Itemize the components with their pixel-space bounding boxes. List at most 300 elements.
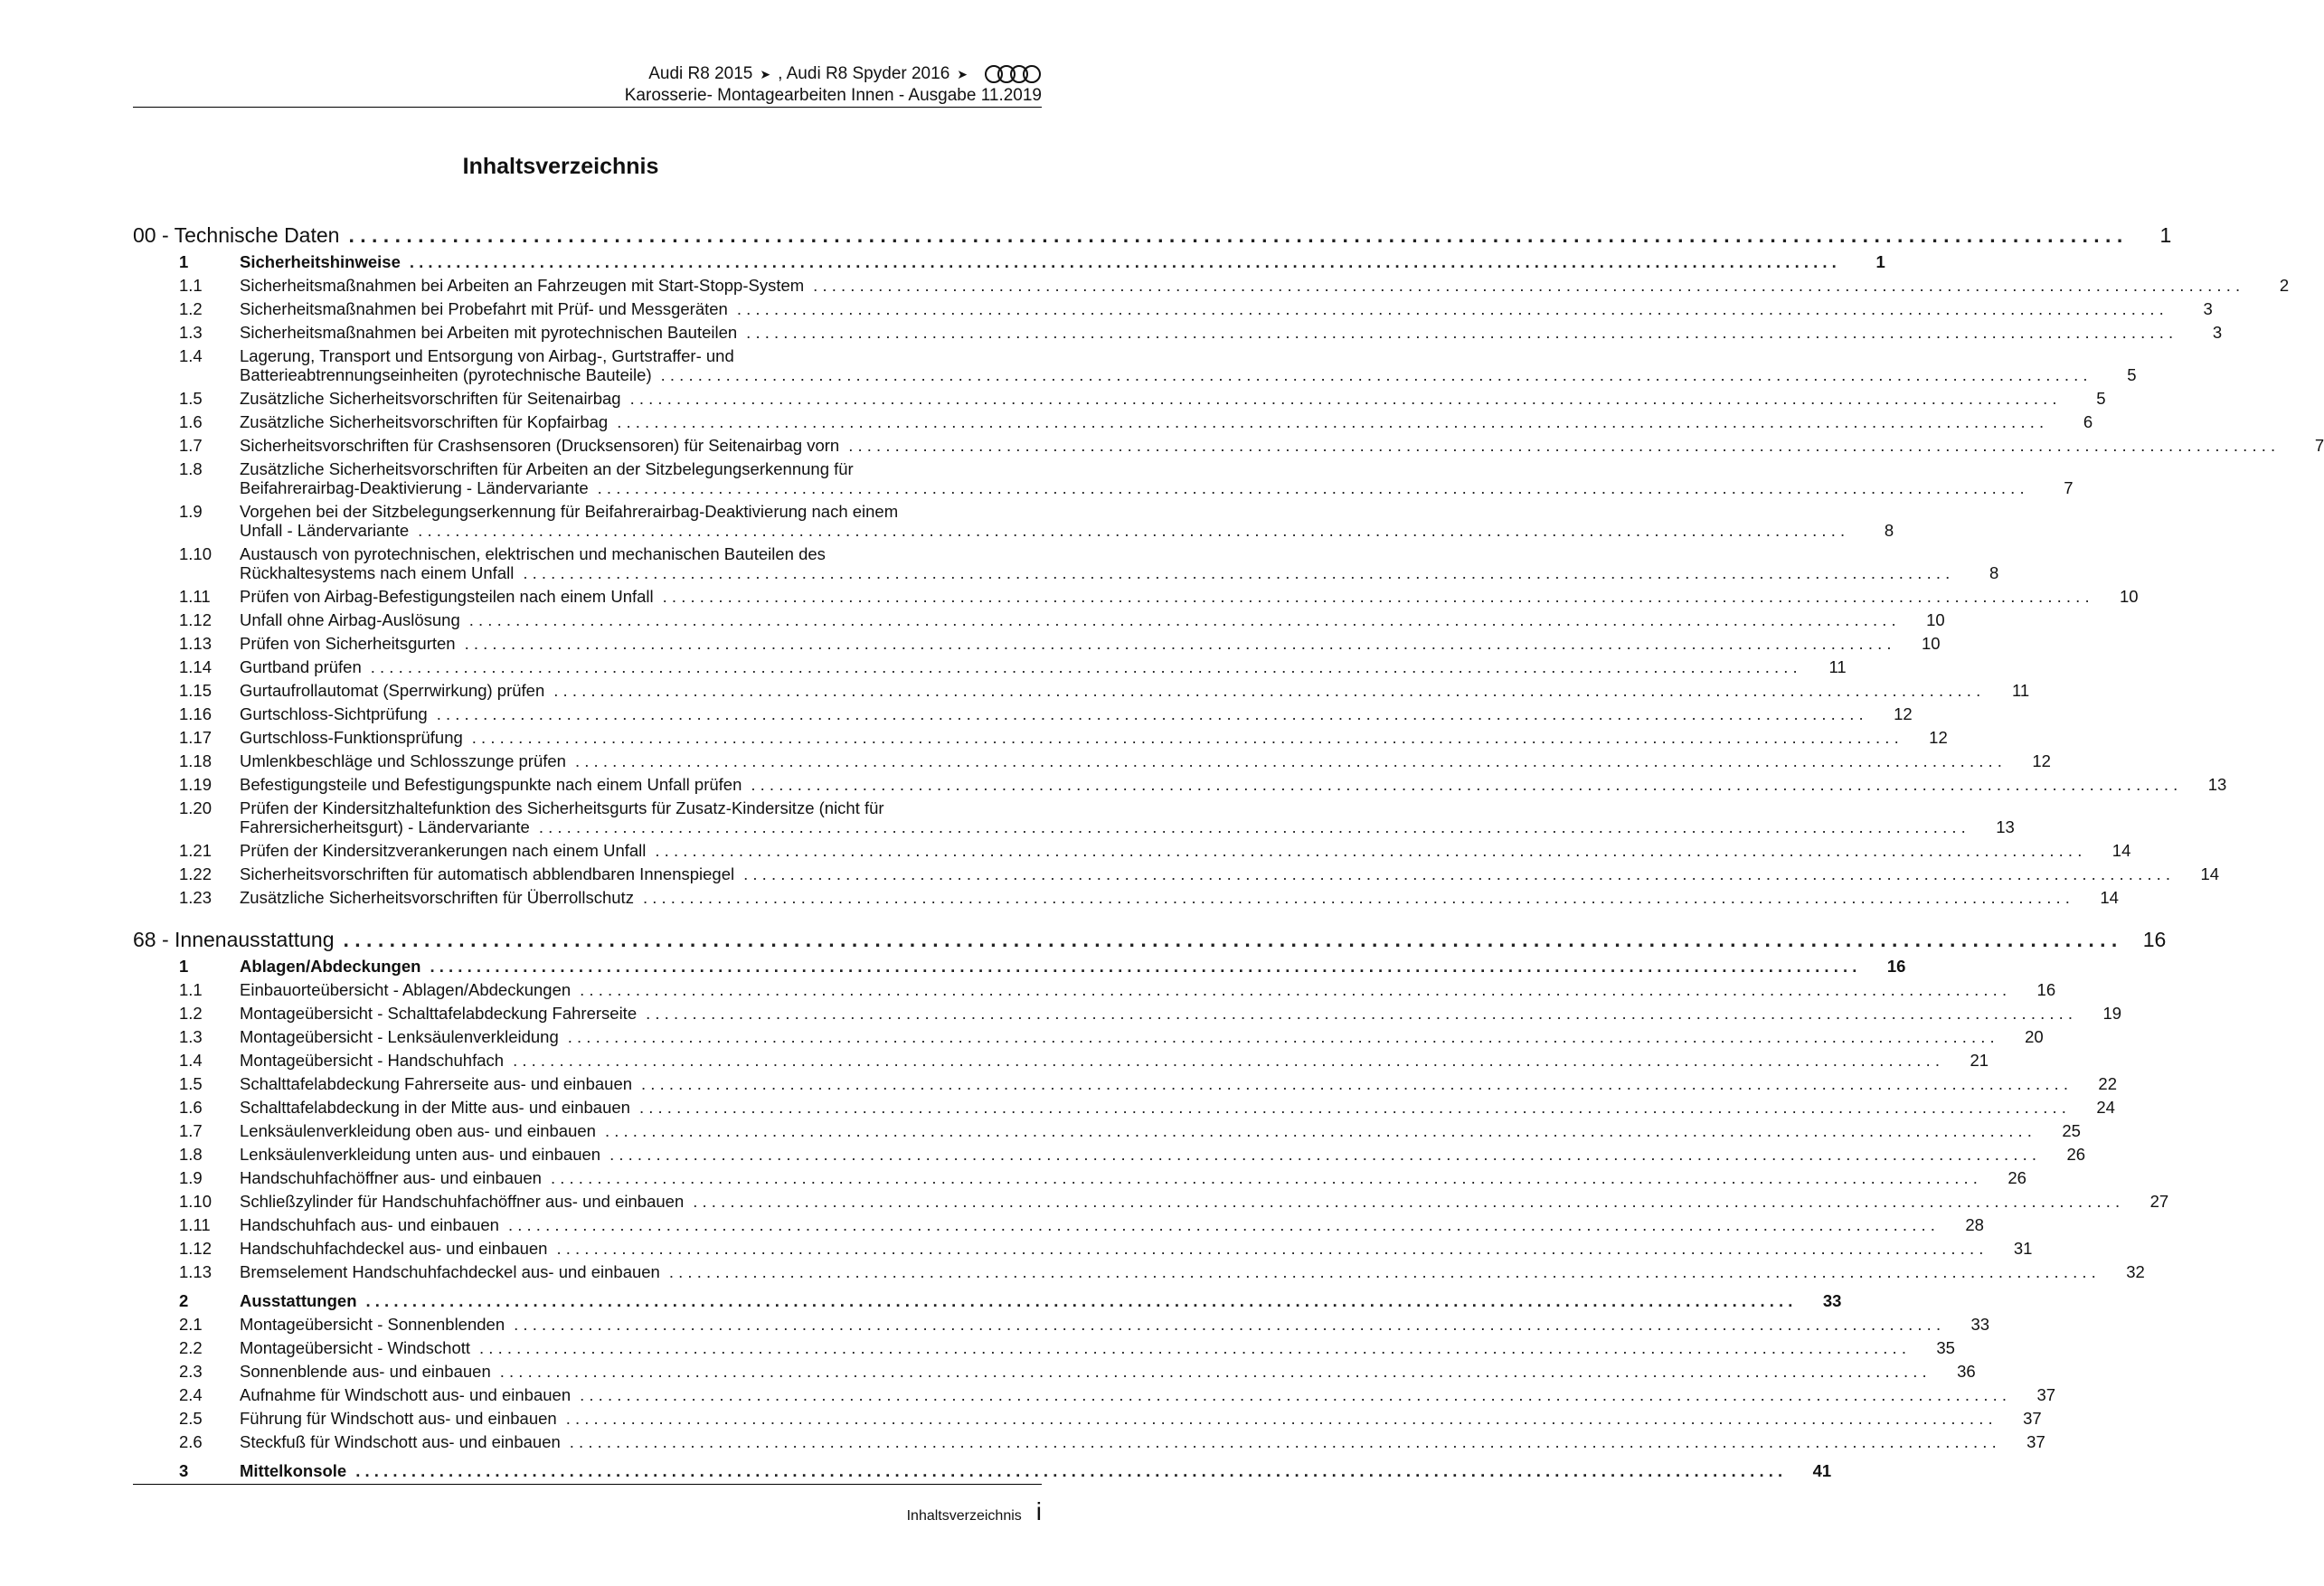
section-title-block	[240, 459, 2037, 497]
section-number: 1.11	[179, 587, 211, 606]
audi-rings-logo	[984, 63, 1042, 85]
dot-leader	[566, 1409, 1993, 1428]
table-of-contents	[133, 218, 2324, 1483]
section-title-last-line	[240, 1291, 1805, 1310]
section-title-last-line	[240, 657, 1810, 676]
section-number: 1.15	[179, 681, 213, 700]
section-title-block	[240, 502, 1857, 540]
section-number: 1.2	[179, 1004, 203, 1023]
header-subtitle: Karosserie- Montagearbeiten Innen - Ausgabe 11.2019	[624, 86, 1042, 105]
dot-leader	[580, 980, 2007, 999]
toc-section-entry[interactable]	[133, 656, 1847, 679]
section-page-number: 11	[2012, 681, 2030, 700]
section-title-line: Prüfen der Kindersitzverankerungen nach einem Unfall	[240, 841, 647, 860]
section-title-block	[240, 1291, 1805, 1310]
dot-leader	[469, 610, 1896, 629]
section-page-number: 13	[1996, 817, 2015, 836]
section-title-last-line	[240, 252, 1849, 271]
section-title-line: Umlenkbeschläge und Schlosszunge prüfen	[240, 751, 566, 770]
section-title-line: Schließzylinder für Handschuhfachöffner aus- und einbauen	[240, 1192, 685, 1211]
section-number: 3	[179, 1461, 189, 1480]
toc-section-entry[interactable]	[133, 1166, 2026, 1190]
section-title-last-line	[240, 563, 1962, 582]
section-page-number: 20	[2025, 1027, 2044, 1046]
toc-section-entry[interactable]	[133, 886, 2119, 910]
footer-label: Inhaltsverzeichnis	[906, 1508, 1022, 1524]
section-title-block	[240, 798, 1979, 836]
section-title-line: Schalttafelabdeckung in der Mitte aus- und einbauen	[240, 1098, 630, 1117]
section-title-line: Aufnahme für Windschott aus- und einbauen	[240, 1385, 572, 1404]
section-title-last-line	[240, 1315, 1953, 1334]
section-page-number: 10	[2120, 587, 2139, 606]
dot-leader	[500, 1362, 1927, 1381]
section-number: 1.1	[179, 980, 203, 999]
section-title-block	[240, 841, 2094, 860]
section-number: 1.8	[179, 459, 203, 478]
toc-section-entry[interactable]	[133, 1119, 2081, 1143]
toc-section-entry[interactable]	[133, 1190, 2169, 1213]
section-title-line: Prüfen der Kindersitzhaltefunktion des Sicherheitsgurts für Zusatz-Kindersitze (nicht für	[240, 798, 884, 817]
section-title-last-line	[240, 587, 2102, 606]
section-title-last-line	[240, 610, 1909, 629]
dot-leader	[663, 587, 2090, 606]
section-page-number: 11	[1828, 657, 1847, 676]
page-title: Inhaltsverzeichnis	[462, 154, 659, 179]
toc-section-entry[interactable]	[133, 1025, 2044, 1049]
toc-section-entry[interactable]	[133, 297, 2213, 321]
toc-section-entry[interactable]	[133, 679, 2030, 703]
toc-section-entry[interactable]	[133, 345, 2137, 387]
section-title-line: Mittelkonsole	[240, 1461, 347, 1480]
section-number: 2	[179, 1291, 189, 1310]
section-page-number: 19	[2102, 1004, 2122, 1023]
section-title-line: Prüfen von Airbag-Befestigungsteilen nach einem Unfall	[240, 587, 654, 606]
dot-leader	[568, 1027, 1995, 1046]
section-title-line: Gurtaufrollautomat (Sperrwirkung) prüfen	[240, 681, 545, 700]
section-title-line: Montageübersicht - Schalttafelabdeckung Fahrerseite	[240, 1004, 638, 1023]
dot-leader	[693, 1192, 2120, 1211]
section-title-block	[240, 1168, 1990, 1187]
section-title-last-line	[240, 436, 2288, 455]
toc-section-entry[interactable]	[133, 1072, 2117, 1096]
section-title-block	[240, 610, 1909, 629]
section-page-number: 27	[2149, 1192, 2169, 1211]
section-number: 1.9	[179, 502, 203, 521]
section-number: 1.11	[179, 1215, 211, 1234]
section-number: 2.6	[179, 1432, 203, 1451]
dot-leader	[570, 1432, 1997, 1451]
section-title-line: Montageübersicht - Sonnenblenden	[240, 1315, 505, 1334]
section-title-line: Schalttafelabdeckung Fahrerseite aus- und einbauen	[240, 1074, 633, 1093]
section-page-number: 2	[2279, 276, 2290, 295]
section-page-number: 7	[2064, 478, 2074, 497]
section-title-last-line	[240, 751, 2015, 770]
dot-leader	[348, 220, 2122, 250]
section-title-block	[240, 1051, 1952, 1070]
section-title-last-line	[240, 478, 2037, 497]
section-number: 1.8	[179, 1145, 203, 1164]
toc-section-entry[interactable]	[133, 458, 2074, 500]
section-page-number: 37	[2036, 1385, 2056, 1404]
toc-section-entry[interactable]	[133, 797, 2015, 839]
section-title-block	[240, 1432, 2009, 1451]
footer-divider	[133, 1484, 1042, 1485]
section-page-number: 12	[1894, 704, 1913, 723]
toc-section-entry[interactable]	[133, 411, 2093, 434]
section-page-number: 31	[2013, 1239, 2033, 1258]
section-number: 2.1	[179, 1315, 203, 1334]
section-title-line: Austausch von pyrotechnischen, elektrischen und mechanischen Bauteilen des	[240, 544, 826, 563]
dot-leader	[410, 252, 1837, 271]
section-number: 2.5	[179, 1409, 203, 1428]
page-footer	[907, 1497, 1042, 1526]
dot-leader	[751, 775, 2178, 794]
toc-section-entry[interactable]	[133, 1260, 2145, 1284]
section-page-number: 28	[1965, 1215, 1984, 1234]
dot-leader	[813, 276, 2240, 295]
toc-section-entry[interactable]	[133, 434, 2324, 458]
section-page-number: 13	[2207, 775, 2227, 794]
section-title-block	[240, 1262, 2109, 1281]
dot-leader	[580, 1385, 2007, 1404]
section-number: 1.23	[179, 888, 213, 907]
section-title-line: Ausstattungen	[240, 1291, 357, 1310]
dot-leader	[743, 864, 2170, 883]
toc-section-entry[interactable]	[133, 726, 1948, 750]
chapter-gap	[133, 910, 1042, 922]
section-page-number: 8	[1884, 521, 1894, 540]
dot-leader	[609, 1145, 2036, 1164]
section-number: 1.1	[179, 276, 203, 295]
section-title-block	[240, 1315, 1953, 1334]
toc-section-entry[interactable]	[133, 1407, 2042, 1430]
section-title-block	[240, 436, 2288, 455]
dot-leader	[523, 563, 1950, 582]
section-title-last-line	[240, 1262, 2109, 1281]
section-page-number: 8	[1989, 563, 1999, 582]
document-header	[625, 63, 1042, 107]
section-number: 1.6	[179, 1098, 203, 1117]
dot-leader	[646, 1004, 2073, 1023]
toc-chapter-entry[interactable]	[133, 220, 2172, 250]
section-title-block	[240, 276, 2253, 295]
section-title-block	[240, 587, 2102, 606]
section-page-number: 21	[1970, 1051, 1989, 1070]
section-title-last-line	[240, 1432, 2009, 1451]
dot-leader	[641, 1074, 2068, 1093]
toc-section-entry[interactable]	[133, 978, 2056, 1002]
section-title-line: Prüfen von Sicherheitsgurten	[240, 634, 456, 653]
section-page-number: 5	[2096, 389, 2106, 408]
section-title-block	[240, 1461, 1795, 1480]
section-title-block	[240, 751, 2015, 770]
section-page-number: 3	[2212, 323, 2223, 342]
section-title-block	[240, 1362, 1940, 1381]
section-page-number: 37	[2026, 1432, 2045, 1451]
header-model-2: , Audi R8 Spyder 2016	[778, 64, 950, 83]
dot-leader	[418, 521, 1845, 540]
section-page-number: 37	[2023, 1409, 2042, 1428]
section-title-last-line	[240, 1385, 2019, 1404]
section-number: 1.4	[179, 1051, 203, 1070]
section-title-line: Vorgehen bei der Sitzbelegungserkennung für Beifahrerairbag-Deaktivierung nach einem	[240, 502, 899, 521]
header-divider	[133, 107, 1042, 108]
section-title-last-line	[240, 634, 1904, 653]
section-title-line: Montageübersicht - Lenksäulenverkleidung	[240, 1027, 559, 1046]
section-number: 1.5	[179, 1074, 203, 1093]
dot-leader	[639, 1098, 2066, 1117]
toc-section-entry[interactable]	[133, 839, 2131, 863]
section-title-last-line	[240, 864, 2183, 883]
section-title-block	[240, 252, 1849, 271]
section-number: 2.2	[179, 1338, 203, 1357]
section-title-line: Sicherheitsmaßnahmen bei Probefahrt mit Prüf- und Messgeräten	[240, 299, 728, 318]
section-title-line: Bremselement Handschuhfachdeckel aus- und einbauen	[240, 1262, 660, 1281]
section-title-line: Sicherheitsmaßnahmen bei Arbeiten mit pyrotechnischen Bauteilen	[240, 323, 738, 342]
section-page-number: 36	[1957, 1362, 1976, 1381]
toc-section-entry[interactable]	[133, 1237, 2033, 1260]
dot-leader	[465, 634, 1892, 653]
toc-section-entry[interactable]	[133, 703, 1913, 726]
dot-leader	[472, 728, 1899, 747]
section-title-last-line	[240, 365, 2101, 384]
section-title-last-line	[240, 957, 1869, 976]
section-title-last-line	[240, 888, 2083, 907]
toc-section-entry[interactable]	[133, 387, 2106, 411]
toc-section-entry[interactable]	[133, 1313, 1990, 1336]
toc-section-entry[interactable]	[133, 609, 1945, 632]
section-title-block	[240, 544, 1962, 582]
toc-section-entry[interactable]	[133, 1336, 1955, 1360]
dot-leader	[661, 365, 2088, 384]
section-title-last-line	[240, 521, 1857, 540]
section-page-number: 14	[2111, 841, 2131, 860]
section-page-number: 33	[1970, 1315, 1990, 1334]
toc-section-entry[interactable]	[133, 1143, 2086, 1166]
toc-section-entry[interactable]	[133, 274, 2290, 297]
section-title-block	[240, 299, 2177, 318]
toc-section-entry[interactable]	[133, 955, 1906, 978]
section-title-line: Sicherheitsvorschriften für automatisch abblendbaren Innenspiegel	[240, 864, 735, 883]
toc-section-entry[interactable]	[133, 1002, 2122, 1025]
section-page-number: 12	[1929, 728, 1948, 747]
section-title-last-line	[240, 1051, 1952, 1070]
section-number: 1.10	[179, 544, 213, 563]
toc-section-entry[interactable]	[133, 250, 1885, 274]
section-title-block	[240, 888, 2083, 907]
toc-section-entry[interactable]	[133, 1213, 1984, 1237]
section-title-block	[240, 1215, 1948, 1234]
section-title-line: Handschuhfachdeckel aus- und einbauen	[240, 1239, 548, 1258]
dot-leader	[605, 1121, 2032, 1140]
section-title-last-line	[240, 1004, 2085, 1023]
section-page-number: 10	[1926, 610, 1945, 629]
dot-leader	[479, 1338, 1906, 1357]
section-page-number: 12	[2032, 751, 2051, 770]
section-title-last-line	[240, 1074, 2081, 1093]
dot-leader	[737, 299, 2164, 318]
section-title-line: Gurtschloss-Sichtprüfung	[240, 704, 428, 723]
toc-section-entry[interactable]	[133, 1459, 1832, 1483]
section-page-number: 24	[2096, 1098, 2115, 1117]
section-title-block	[240, 1004, 2085, 1023]
section-number: 1.7	[179, 436, 203, 455]
dot-leader	[437, 704, 1864, 723]
section-title-block	[240, 657, 1810, 676]
dot-leader	[575, 751, 2002, 770]
section-title-line: Befestigungsteile und Befestigungspunkte nach einem Unfall prüfen	[240, 775, 742, 794]
section-page-number: 10	[1921, 634, 1941, 653]
dot-leader	[513, 1051, 1940, 1070]
section-title-block	[240, 1192, 2132, 1211]
toc-section-entry[interactable]	[133, 1360, 1976, 1383]
section-title-line: Einbauorteübersicht - Ablagen/Abdeckungen	[240, 980, 572, 999]
section-number: 1.4	[179, 346, 203, 365]
dot-leader	[553, 681, 1980, 700]
section-title-block	[240, 1098, 2079, 1117]
dot-leader	[655, 841, 2082, 860]
section-title-block	[240, 864, 2183, 883]
section-title-block	[240, 681, 1993, 700]
section-number: 1.6	[179, 412, 203, 431]
section-title-block	[240, 634, 1904, 653]
section-title-block	[240, 728, 1912, 747]
dot-leader	[643, 888, 2070, 907]
dot-leader	[344, 924, 2118, 955]
section-title-line: Lenksäulenverkleidung unten aus- und einbauen	[240, 1145, 601, 1164]
section-number: 1.16	[179, 704, 213, 723]
section-title-line: Fahrersicherheitsgurt) - Ländervariante	[240, 817, 530, 836]
toc-section-entry[interactable]	[133, 1430, 2045, 1454]
toc-section-entry[interactable]	[133, 773, 2227, 797]
section-page-number: 14	[2100, 888, 2119, 907]
toc-section-entry[interactable]	[133, 543, 1999, 585]
dot-leader	[630, 389, 2057, 408]
section-title-last-line	[240, 389, 2070, 408]
section-page-number: 7	[2314, 436, 2324, 455]
section-title-last-line	[240, 1098, 2079, 1117]
section-title-line: Lagerung, Transport und Entsorgung von Airbag-, Gurtstraffer- und	[240, 346, 734, 365]
section-page-number: 6	[2083, 412, 2093, 431]
section-title-line: Montageübersicht - Windschott	[240, 1338, 471, 1357]
section-title-block	[240, 389, 2070, 408]
toc-section-entry[interactable]	[133, 1049, 1989, 1072]
dot-leader	[539, 817, 1966, 836]
toc-section-entry[interactable]	[133, 1096, 2115, 1119]
section-title-last-line	[240, 980, 2019, 999]
header-models	[625, 63, 1042, 85]
section-title-last-line	[240, 1027, 2008, 1046]
section-title-last-line	[240, 775, 2190, 794]
section-page-number: 3	[2203, 299, 2213, 318]
section-number: 1.19	[179, 775, 213, 794]
section-title-line: Unfall - Ländervariante	[240, 521, 410, 540]
dot-leader	[366, 1291, 1793, 1310]
section-title-line: Zusätzliche Sicherheitsvorschriften für Überrollschutz	[240, 888, 634, 907]
section-title-last-line	[240, 1239, 1996, 1258]
section-title-line: Montageübersicht - Handschuhfach	[240, 1051, 505, 1070]
section-title-last-line	[240, 323, 2186, 342]
section-number: 1.18	[179, 751, 213, 770]
toc-section-entry[interactable]	[133, 500, 1894, 543]
section-page-number: 26	[2066, 1145, 2086, 1164]
section-title-block	[240, 957, 1869, 976]
chapter-title: 00 - Technische Daten	[133, 223, 340, 247]
section-number: 1.9	[179, 1168, 203, 1187]
section-number: 1.14	[179, 657, 213, 676]
section-number: 1	[179, 957, 189, 976]
section-page-number: 22	[2098, 1074, 2117, 1093]
dot-leader	[617, 412, 2044, 431]
section-title-block	[240, 980, 2019, 999]
section-title-last-line	[240, 1121, 2045, 1140]
header-model-1: Audi R8 2015	[648, 64, 753, 83]
toc-section-entry[interactable]	[133, 1289, 1842, 1313]
section-title-block	[240, 1121, 2045, 1140]
section-number: 1.3	[179, 323, 203, 342]
section-title-line: Lenksäulenverkleidung oben aus- und einbauen	[240, 1121, 596, 1140]
dot-leader	[514, 1315, 1941, 1334]
section-title-block	[240, 346, 2101, 384]
section-title-line: Sicherheitsmaßnahmen bei Arbeiten an Fahrzeugen mit Start-Stopp-System	[240, 276, 805, 295]
section-number: 1.10	[179, 1192, 213, 1211]
section-title-last-line	[240, 276, 2253, 295]
section-title-line: Rückhaltesystems nach einem Unfall	[240, 563, 515, 582]
section-title-block	[240, 1027, 2008, 1046]
section-title-last-line	[240, 841, 2094, 860]
section-title-block	[240, 775, 2190, 794]
section-page-number: 35	[1936, 1338, 1955, 1357]
section-number: 1.13	[179, 634, 213, 653]
dot-leader	[746, 323, 2173, 342]
section-title-block	[240, 1239, 1996, 1258]
section-number: 2.4	[179, 1385, 203, 1404]
section-title-last-line	[240, 728, 1912, 747]
section-title-line: Führung für Windschott aus- und einbauen	[240, 1409, 557, 1428]
section-title-block	[240, 1074, 2081, 1093]
section-title-last-line	[240, 1461, 1795, 1480]
section-number: 1.21	[179, 841, 213, 860]
dot-leader	[430, 957, 1856, 976]
section-page-number: 41	[1812, 1461, 1832, 1480]
section-title-last-line	[240, 1338, 1919, 1357]
toc-section-entry[interactable]	[133, 1383, 2056, 1407]
section-page-number: 26	[2008, 1168, 2026, 1187]
toc-section-entry[interactable]	[133, 321, 2223, 345]
toc-chapter-entry[interactable]	[133, 924, 2167, 955]
dot-leader	[848, 436, 2275, 455]
section-number: 1.17	[179, 728, 213, 747]
toc-section-entry[interactable]	[133, 863, 2220, 886]
footer-page-number: i	[1035, 1497, 1042, 1525]
section-title-line: Sicherheitshinweise	[240, 252, 401, 271]
section-title-line: Zusätzliche Sicherheitsvorschriften für Arbeiten an der Sitzbelegungserkennung für	[240, 459, 854, 478]
section-title-line: Sonnenblende aus- und einbauen	[240, 1362, 491, 1381]
section-number: 1.2	[179, 299, 203, 318]
section-page-number: 32	[2126, 1262, 2145, 1281]
section-page-number: 16	[2036, 980, 2056, 999]
section-number: 2.3	[179, 1362, 203, 1381]
section-title-block	[240, 1145, 2049, 1164]
section-title-line: Zusätzliche Sicherheitsvorschriften für Seitenairbag	[240, 389, 621, 408]
dot-leader	[598, 478, 2025, 497]
section-page-number: 5	[2127, 365, 2137, 384]
toc-section-entry[interactable]	[133, 632, 1941, 656]
toc-section-entry[interactable]	[133, 585, 2139, 609]
toc-section-entry[interactable]	[133, 750, 2051, 773]
arrow-right-icon: ➤	[957, 67, 968, 81]
section-number: 1.3	[179, 1027, 203, 1046]
